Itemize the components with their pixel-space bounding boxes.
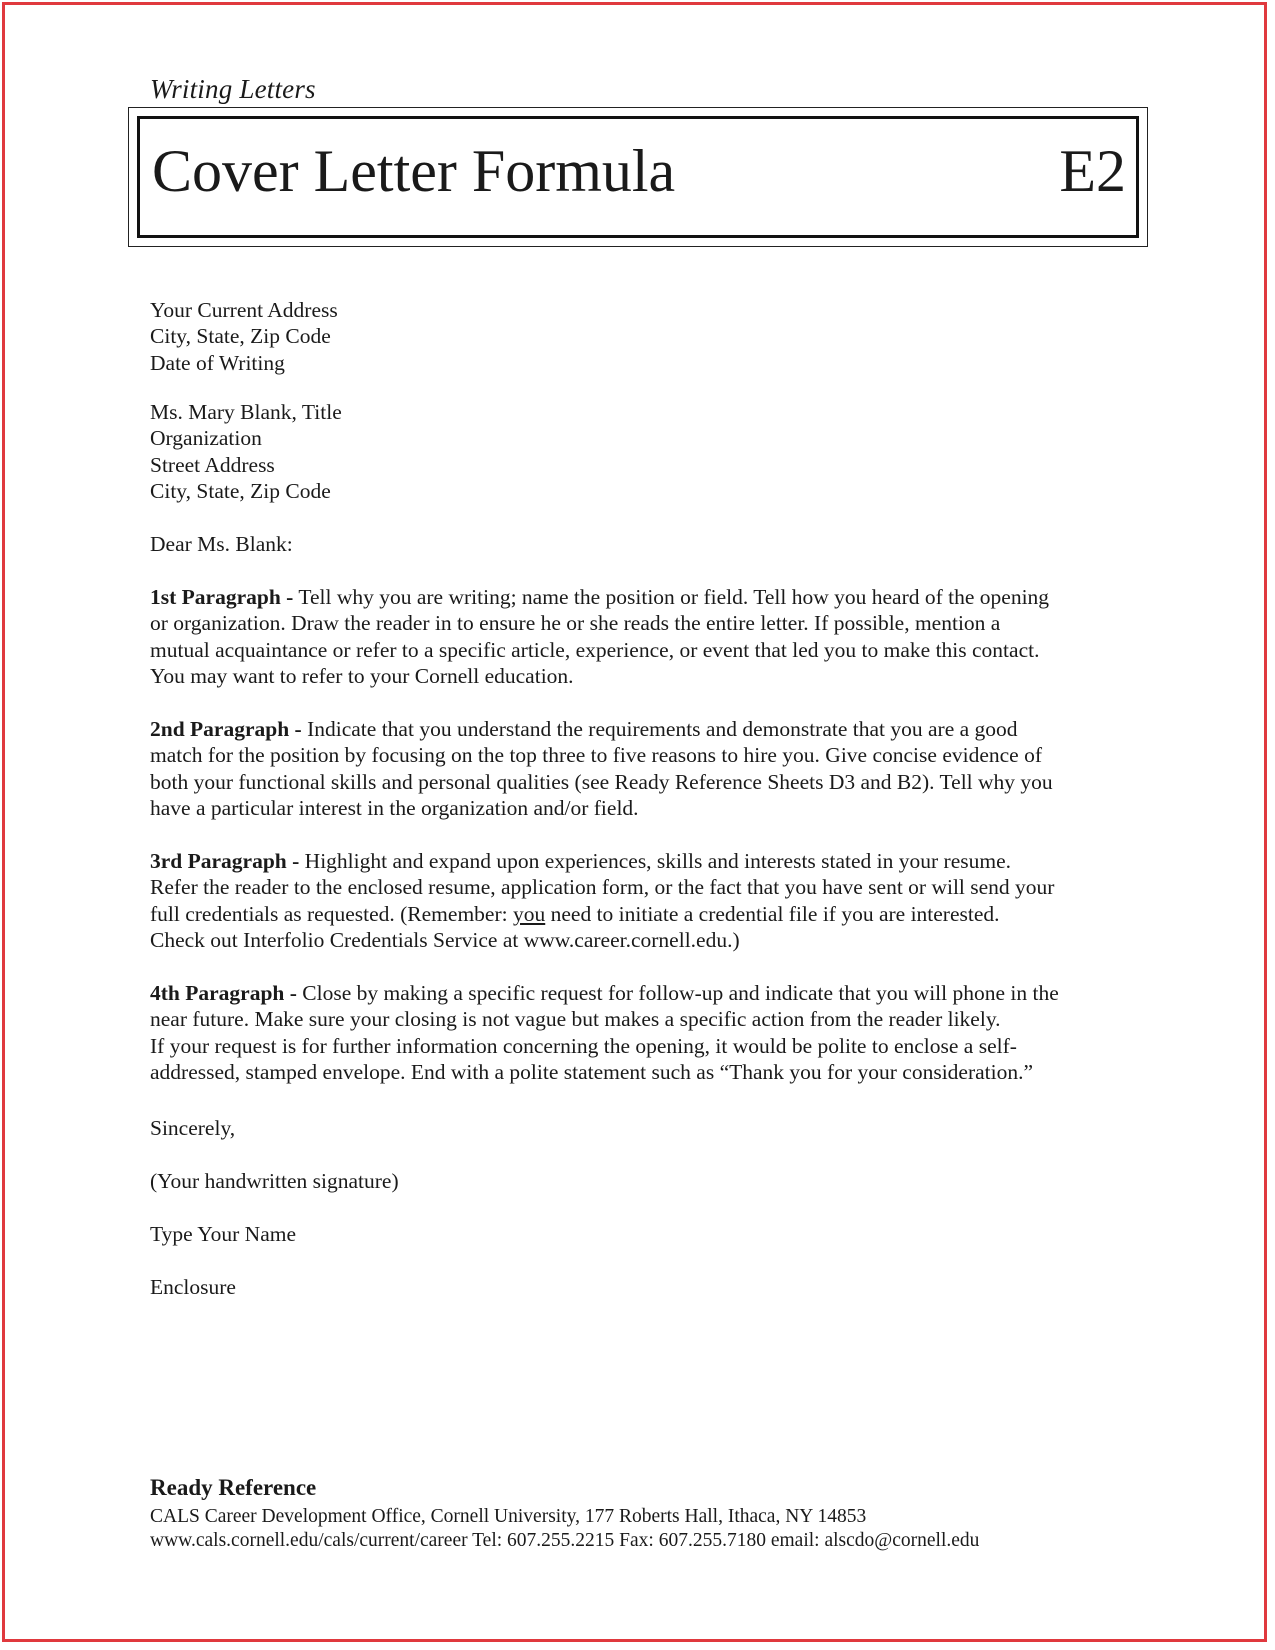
paragraph-text: Close by making a specific request for follow-up and indicate that you will phone in the bbox=[302, 981, 1059, 1005]
paragraph-text: Highlight and expand upon experiences, skills and interests stated in your resume. bbox=[304, 849, 1012, 873]
page-border bbox=[2, 2, 1267, 1642]
closing-signature bbox=[150, 1168, 1150, 1194]
paragraph-text: full credentials as requested. (Remember: bbox=[150, 901, 513, 926]
paragraph-line: or organization. Draw the reader in to ensure he or she reads the entire letter. If possible, mention a bbox=[150, 611, 1001, 636]
paragraph-line bbox=[150, 848, 1150, 874]
closing-enclosure bbox=[150, 1274, 1150, 1300]
paragraph-4 bbox=[150, 980, 1150, 1086]
paragraph-heading: 3rd Paragraph - bbox=[150, 849, 300, 873]
paragraph-line: You may want to refer to your Cornell education. bbox=[150, 664, 574, 689]
paragraph-line: addressed, stamped envelope. End with a polite statement such as “Thank you for your consideration.” bbox=[150, 1060, 1034, 1085]
closing-text: Sincerely, bbox=[150, 1116, 236, 1140]
paragraph-3 bbox=[150, 848, 1150, 954]
paragraph-line bbox=[150, 901, 1150, 927]
enclosure-text: Enclosure bbox=[150, 1275, 236, 1299]
paragraph-text: need to initiate a credential file if you are interested. bbox=[545, 901, 1000, 926]
sender-city-line: City, State, Zip Code bbox=[150, 324, 331, 349]
paragraph-line: mutual acquaintance or refer to a specific article, experience, or event that led you to make this contact. bbox=[150, 637, 1040, 662]
paragraph-heading: 4th Paragraph - bbox=[150, 981, 297, 1005]
paragraph-line: match for the position by focusing on the top three to five reasons to hire you. Give concise evidence of bbox=[150, 743, 1042, 768]
paragraph-2 bbox=[150, 716, 1150, 822]
paragraph-line: Refer the reader to the enclosed resume, application form, or the fact that you have sent or will send your bbox=[150, 875, 1055, 900]
page-title: Cover Letter Formula bbox=[152, 138, 676, 204]
closing-name bbox=[150, 1221, 1150, 1247]
paragraph-line: both your functional skills and personal qualities (see Ready Reference Sheets D3 and B2). Tell why you bbox=[150, 769, 1053, 794]
sender-address-line: Your Current Address bbox=[150, 298, 338, 322]
paragraph-line: near future. Make sure your closing is not vague but makes a specific action from the reader likely. bbox=[150, 1007, 1001, 1032]
recipient-organization-line: Organization bbox=[150, 426, 262, 451]
recipient-city-line: City, State, Zip Code bbox=[150, 479, 331, 504]
signature-text: (Your handwritten signature) bbox=[150, 1169, 399, 1193]
paragraph-text: Indicate that you understand the requirements and demonstrate that you are a good bbox=[307, 717, 1018, 741]
title-box bbox=[128, 107, 1148, 247]
title-box-inner bbox=[137, 116, 1139, 238]
paragraph-heading: 2nd Paragraph - bbox=[150, 717, 302, 741]
paragraph-text: Tell why you are writing; name the position or field. Tell how you heard of the opening bbox=[298, 585, 1050, 609]
sender-date-line: Date of Writing bbox=[150, 350, 285, 375]
salutation-text: Dear Ms. Blank: bbox=[150, 532, 293, 556]
paragraph-line bbox=[150, 716, 1150, 742]
underlined-word: you bbox=[512, 901, 546, 926]
name-text: Type Your Name bbox=[150, 1222, 296, 1246]
paragraph-line: Check out Interfolio Credentials Service at www.career.cornell.edu.) bbox=[150, 928, 740, 953]
paragraph-line bbox=[150, 584, 1150, 610]
closing-sincerely bbox=[150, 1115, 1150, 1141]
footer-heading: Ready Reference bbox=[150, 1475, 317, 1500]
recipient-street-line: Street Address bbox=[150, 452, 275, 477]
paragraph-heading: 1st Paragraph - bbox=[150, 585, 294, 609]
paragraph-line bbox=[150, 980, 1150, 1006]
footer-contact: www.cals.cornell.edu/cals/current/career Tel: 607.255.2215 Fax: 607.255.7180 email: alscdo@cornell.edu bbox=[150, 1530, 980, 1551]
sheet-code: E2 bbox=[1059, 138, 1126, 204]
footer-address: CALS Career Development Office, Cornell University, 177 Roberts Hall, Ithaca, NY 14853 bbox=[150, 1506, 867, 1527]
section-label: Writing Letters bbox=[150, 74, 316, 104]
paragraph-line: have a particular interest in the organization and/or field. bbox=[150, 796, 639, 821]
recipient-name-line: Ms. Mary Blank, Title bbox=[150, 400, 342, 424]
paragraph-line: If your request is for further information concerning the opening, it would be polite to enclose a self- bbox=[150, 1033, 1017, 1058]
sender-address bbox=[150, 297, 1150, 376]
recipient-address bbox=[150, 399, 1150, 505]
paragraph-1 bbox=[150, 584, 1150, 690]
salutation bbox=[150, 531, 1150, 557]
